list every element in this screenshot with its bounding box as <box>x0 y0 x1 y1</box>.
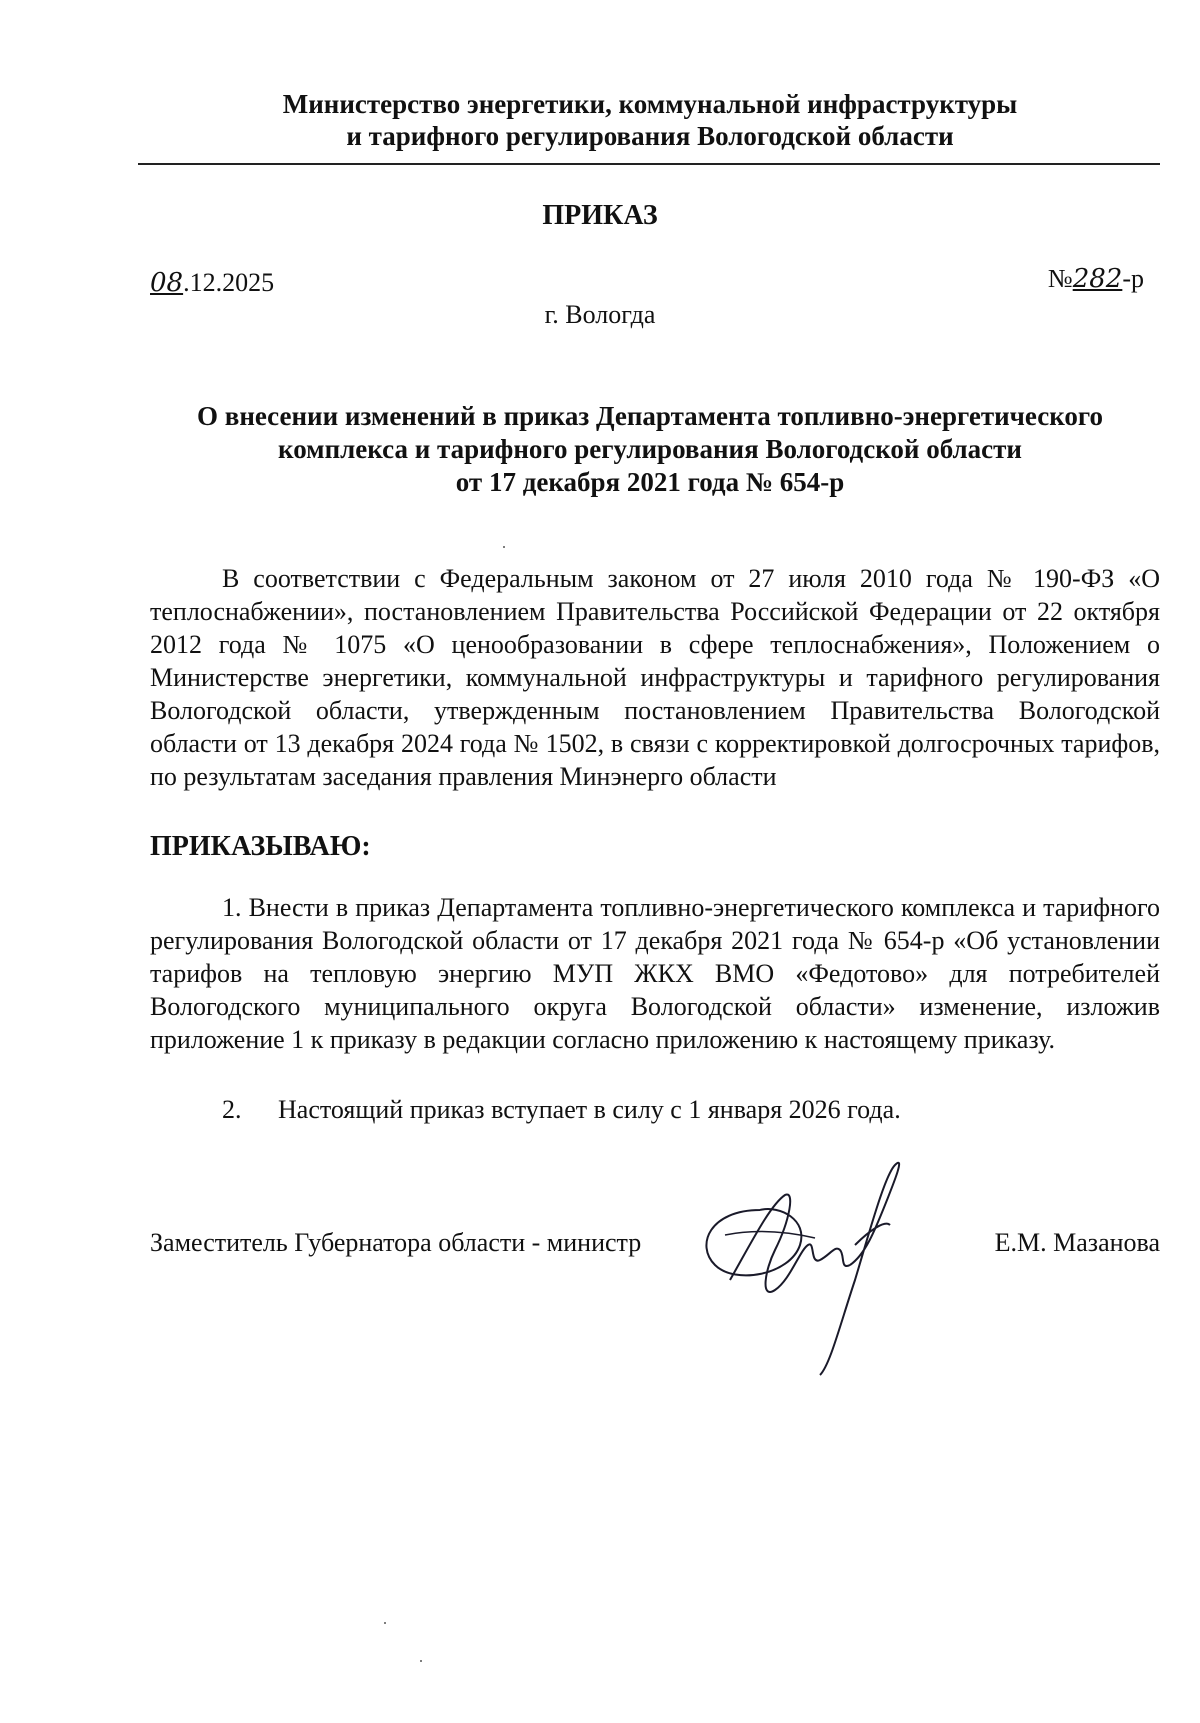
scan-speck <box>420 1660 422 1662</box>
order-item-2 <box>222 1093 1162 1126</box>
order-item-2-number: 2. <box>222 1095 242 1124</box>
number-prefix: № <box>1047 264 1073 293</box>
scan-speck <box>503 546 505 548</box>
scan-speck <box>384 1622 386 1624</box>
document-subject <box>150 400 1150 499</box>
handwritten-signature <box>690 1150 950 1380</box>
ministry-header-line2: и тарифного регулирования Вологодской области <box>346 121 954 151</box>
subject-line1: О внесении изменений в приказ Департамента топливно-энергетического <box>196 401 1103 431</box>
order-word: ПРИКАЗЫВАЮ: <box>150 831 371 862</box>
document-number <box>1048 264 1144 294</box>
preamble-paragraph: В соответствии с Федеральным законом от 27 июля 2010 года № 190-ФЗ «О теплоснабжении», постановлением Правительства Российской Федерации от 22 октября 2012 года № 1075 «О ценообразовании в сфере теплоснабжения», Положением о Министерстве энергетики, коммунальной инфраструктуры и тарифного регулирования Вологодской области, утвержденным постановлением Правительства Вологодской области от 13 декабря 2024 года № 1502, в связи с корректировкой долгосрочных тарифов, по результатам заседания правления Минэнерго области <box>150 564 1160 791</box>
order-item-1: 1. Внести в приказ Департамента топливно-энергетического комплекса и тарифного регулирования Вологодской области от 17 декабря 2021 года № 654-р «Об установлении тарифов на тепловую энергию МУП ЖКХ ВМО «Федотово» для потребителей Вологодского муниципального округа Вологодской области» изменение, изложив приложение 1 к приказу в редакции согласно приложению к настоящему приказу. <box>150 893 1160 1054</box>
signatory-name: Е.М. Мазанова <box>994 1228 1160 1257</box>
signatory-position: Заместитель Губернатора области - министр <box>150 1228 642 1257</box>
document-city: г. Вологда <box>544 300 656 329</box>
order-item-2-text: Настоящий приказ вступает в силу с 1 января 2026 года. <box>278 1095 901 1124</box>
date-month-year: .12.2025 <box>183 268 275 297</box>
subject-line2: комплекса и тарифного регулирования Вологодской области <box>278 434 1022 464</box>
header-divider <box>138 163 1160 165</box>
subject-line3: от 17 декабря 2021 года № 654-р <box>455 467 845 497</box>
document-date <box>150 268 274 298</box>
ministry-header-line1: Министерство энергетики, коммунальной инфраструктуры <box>282 89 1018 119</box>
number-suffix: -р <box>1122 264 1144 293</box>
document-type-title: ПРИКАЗ <box>542 200 658 231</box>
date-day-handwritten: 08 <box>150 268 184 298</box>
number-handwritten: 282 <box>1072 264 1123 294</box>
